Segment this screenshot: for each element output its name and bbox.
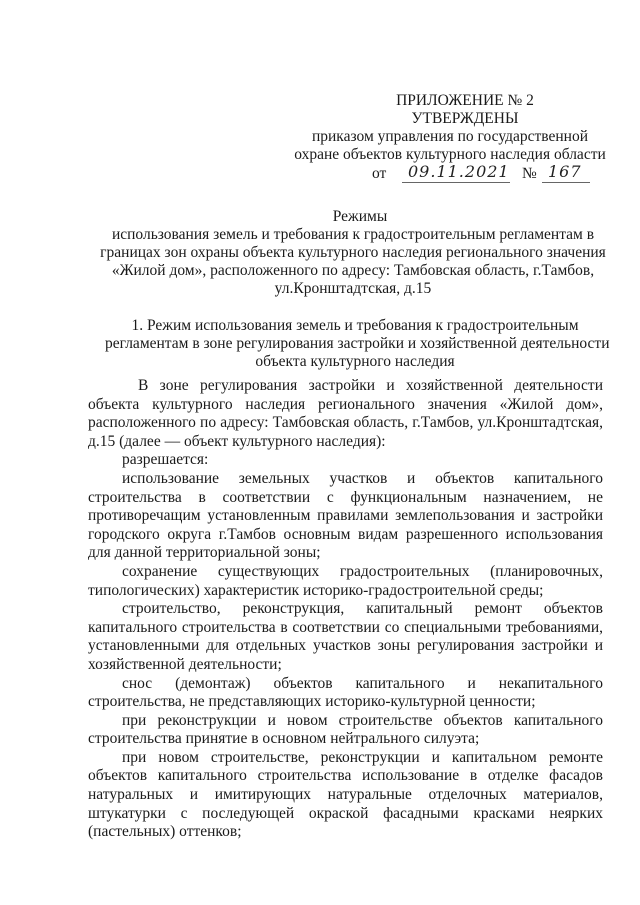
title-line: ул.Кронштадтская, д.15 [274,280,432,297]
permitted-item: строительство, реконструкция, капитальный ремонт объектов капитального строительства в соответствии со специальными требованиями, установленными для отдельных участков зоны регулирования застройки и хозяйственной деятельности; [88,600,603,673]
permitted-item: использование земельных участков и объектов капитального строительства в соответствии с функциональным назначением, не противоречащим установленным правилами землепользования и застройки городского округа г.Тамбов основным видам разрешенного использования для данной территориальной зоны; [88,469,603,562]
section-heading [105,317,610,371]
handwritten-number: 167 [548,162,582,181]
order-line-2: охране объектов культурного наследия области [294,146,606,163]
permitted-label: разрешается: [122,451,209,469]
section-line: регламентам в зоне регулирования застройки и хозяйственной деятельности [105,335,610,352]
approval-block [290,92,610,185]
document-body [88,377,603,842]
permitted-item: при новом строительстве, реконструкции и капитальном ремонте объектов капитального строительства использование в отделке фасадов натуральных и имитирующих натуральные отделочных материалов, штукатурки с последующей окраской фасадными красками неярких (пастельных) оттенков; [88,748,603,841]
title-line: «Жилой дом», расположенного по адресу: Тамбовская область, г.Тамбов, [111,262,595,279]
approved-label: УТВЕРЖДЕНЫ [411,110,519,127]
permitted-item: сохранение существующих градостроительных (планировочных, типологических) характеристик историко-градостроительной среды; [88,562,603,599]
date-underline [402,182,510,183]
title-heading: Режимы [332,208,388,225]
title-line: использования земель и требования к градостроительным регламентам в [111,226,595,243]
permitted-item: при реконструкции и новом строительстве объектов капитального строительства принятие в основном нейтрального силуэта; [88,711,603,748]
number-underline [542,182,590,183]
section-line: 1. Режим использования земель и требования к градостроительным [131,317,579,334]
handwritten-date: 09.11.2021 [408,162,510,181]
title-line: границах зон охраны объекта культурного наследия регионального значения [100,244,606,261]
section-line: объекта культурного наследия [255,353,455,370]
order-date-number [290,162,610,185]
document-title [98,208,608,298]
order-line-1: приказом управления по государственной [311,128,589,145]
intro-paragraph: В зоне регулирования застройки и хозяйственной деятельности объекта культурного наследия регионального значения «Жилой дом», расположенного по адресу: Тамбовская область, г.Тамбов, ул.Кронштадтская, д.15 (далее — объект культурного наследия): [88,377,603,450]
number-label: № [522,165,537,182]
permitted-item: снос (демонтаж) объектов капитального и некапитального строительства, не представляющих историко-культурной ценности; [88,674,603,711]
from-label: от [372,165,387,182]
appendix-label: ПРИЛОЖЕНИЕ № 2 [396,92,534,109]
